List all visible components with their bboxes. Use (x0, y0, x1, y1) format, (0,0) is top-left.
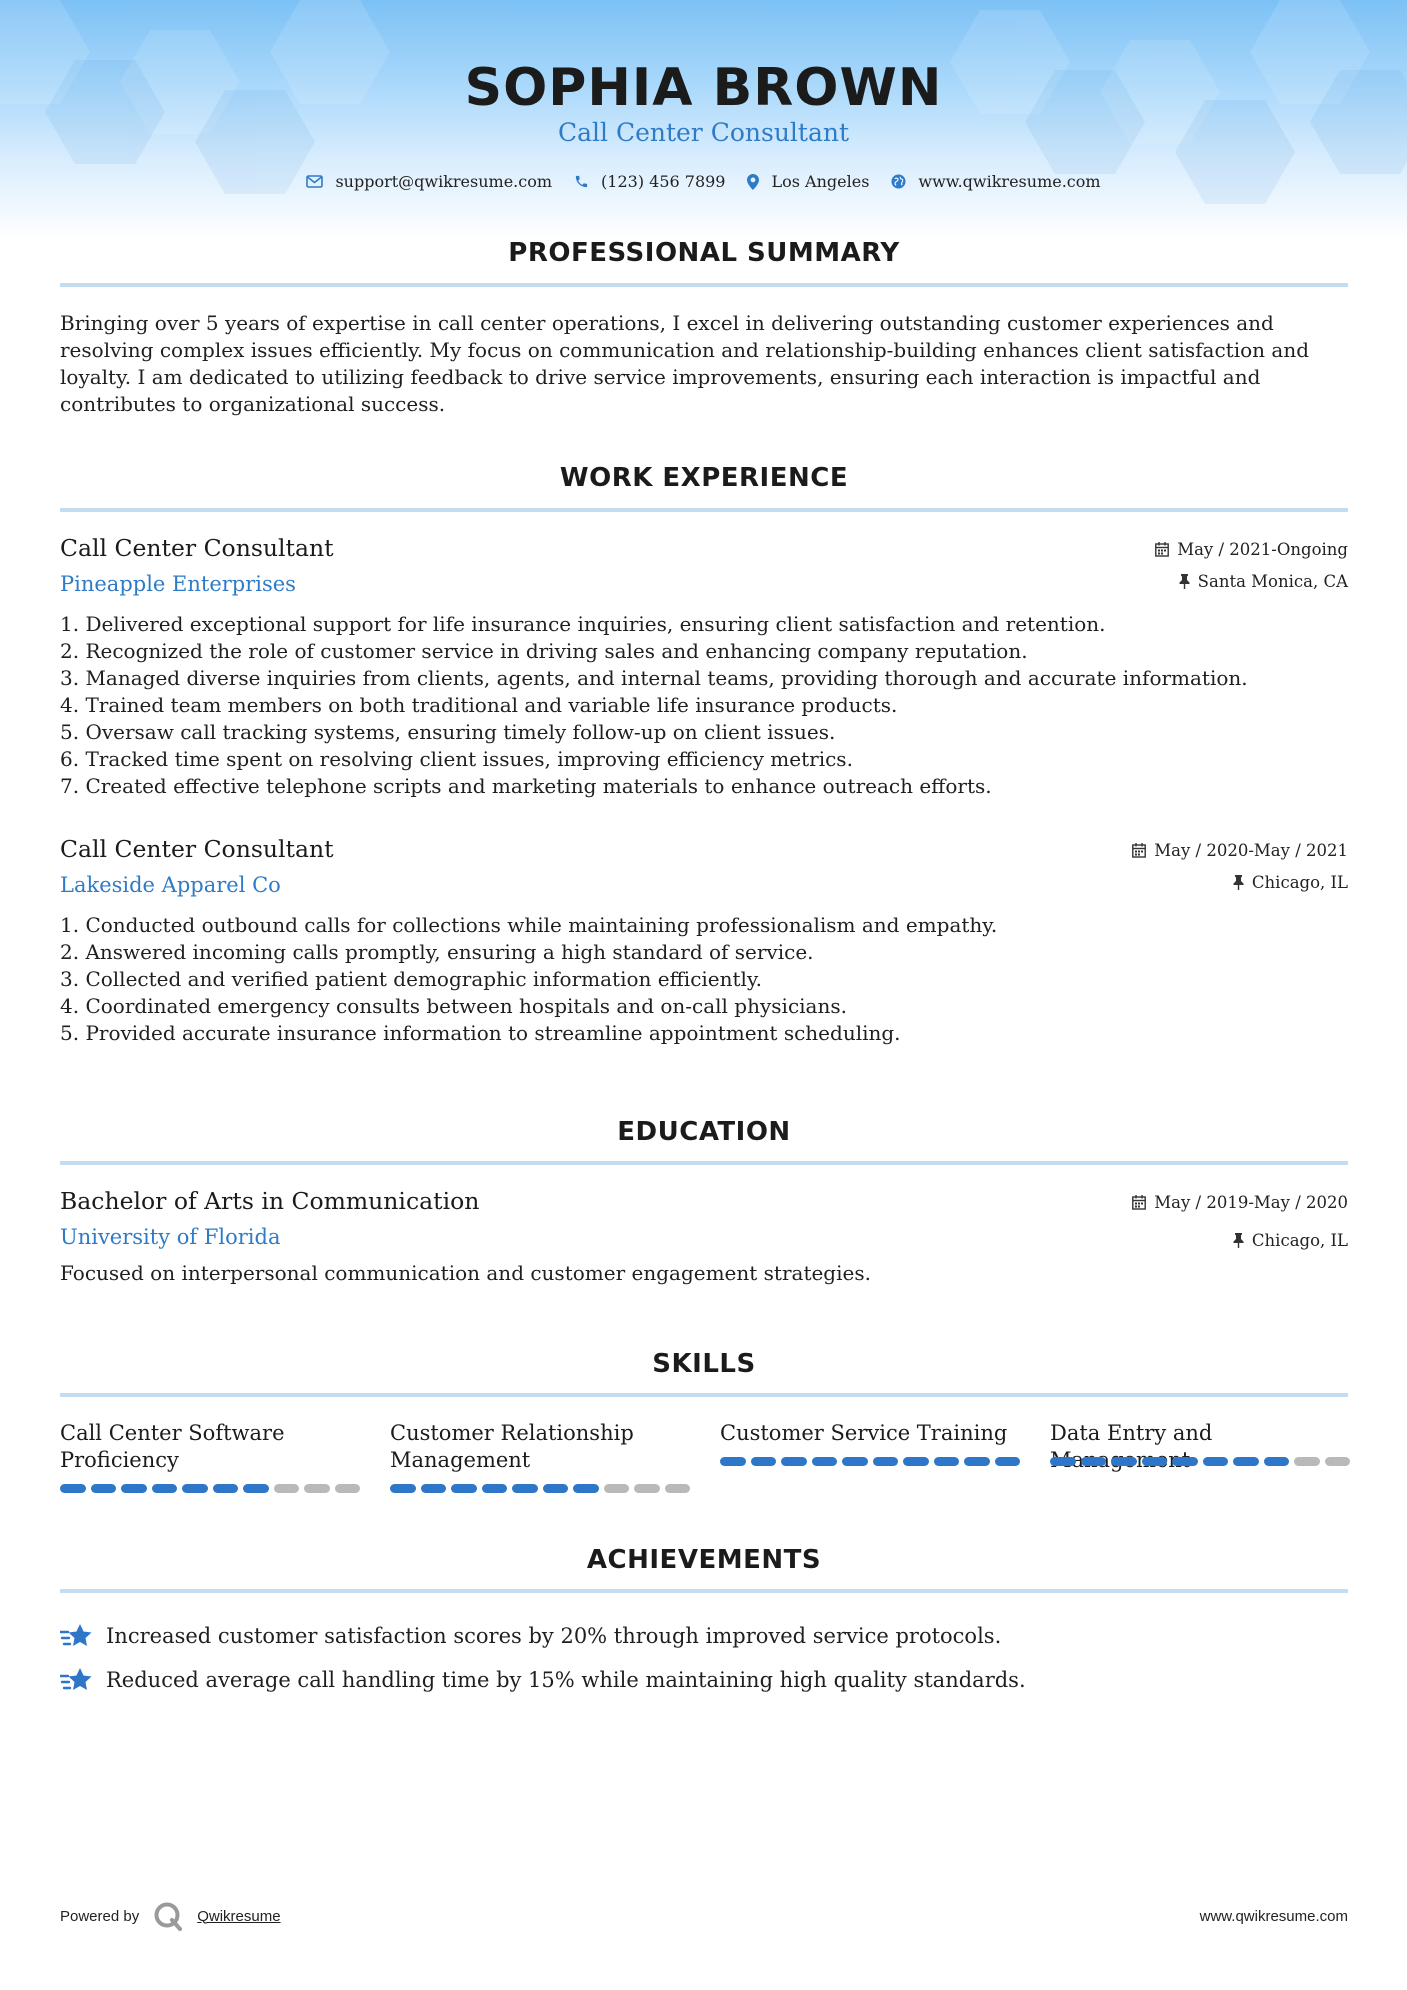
powered-by-label: Powered by (60, 1907, 140, 1925)
job-dates-text: May / 2020-May / 2021 (1154, 840, 1348, 860)
website-text: www.qwikresume.com (918, 172, 1101, 191)
experience-divider (60, 508, 1348, 512)
skill-item (390, 1420, 690, 1493)
footer (60, 1898, 1348, 1934)
job-title: Call Center Consultant (60, 835, 334, 863)
skill-name: Customer Relationship Management (390, 1421, 634, 1472)
phone-text: (123) 456 7899 (601, 172, 726, 191)
job-location-text: Santa Monica, CA (1197, 571, 1348, 591)
location-text: Los Angeles (771, 172, 870, 191)
skill-dot-filled (451, 1484, 477, 1493)
brand-link[interactable]: Qwikresume (197, 1907, 281, 1925)
skill-item (1050, 1420, 1350, 1493)
skill-dot-filled (1264, 1457, 1290, 1466)
job-meta (1132, 834, 1348, 898)
skills-grid (60, 1420, 1348, 1493)
job-bullets (60, 912, 1348, 1047)
contact-email[interactable] (306, 172, 552, 191)
education-location (1132, 1224, 1348, 1256)
skill-dot-empty (1294, 1457, 1320, 1466)
achievement-item (60, 1614, 1348, 1658)
education-location-text: Chicago, IL (1251, 1230, 1348, 1250)
skill-dot-filled (543, 1484, 569, 1493)
skill-dot-filled (512, 1484, 538, 1493)
pushpin-icon (1233, 875, 1244, 890)
summary-heading: PROFESSIONAL SUMMARY (508, 238, 900, 268)
skill-dot-filled (91, 1484, 117, 1493)
list-item: 4. Trained team members on both traditional and variable life insurance products. (60, 693, 898, 717)
education-description: Focused on interpersonal communication and customer engagement strategies. (60, 1261, 871, 1285)
skill-dot-filled (903, 1457, 929, 1466)
list-item: 3. Collected and verified patient demographic information efficiently. (60, 967, 762, 991)
list-item: 5. Oversaw call tracking systems, ensuring timely follow-up on client issues. (60, 720, 836, 744)
pushpin-icon (1179, 574, 1190, 589)
calendar-icon (1132, 843, 1146, 858)
education-dates (1132, 1186, 1348, 1218)
skill-dot-filled (995, 1457, 1021, 1466)
job-entry (60, 834, 1348, 1047)
calendar-icon (1155, 542, 1169, 557)
job-company: Pineapple Enterprises (60, 572, 296, 596)
skill-rating (720, 1457, 1020, 1466)
skill-dot-filled (573, 1484, 599, 1493)
skills-divider (60, 1393, 1348, 1397)
qwikresume-logo-icon (153, 1901, 183, 1931)
skill-dot-empty (335, 1484, 361, 1493)
skill-dot-filled (751, 1457, 777, 1466)
skill-dot-empty (604, 1484, 630, 1493)
list-item: 4. Coordinated emergency consults between hospitals and on-call physicians. (60, 994, 847, 1018)
skill-dot-empty (304, 1484, 330, 1493)
skill-dot-filled (1233, 1457, 1259, 1466)
pushpin-icon (1233, 1233, 1244, 1248)
list-item: 1. Conducted outbound calls for collections while maintaining professionalism and empathy. (60, 913, 998, 937)
skill-item (720, 1420, 1020, 1493)
skill-name: Customer Service Training (720, 1421, 1008, 1445)
envelope-icon (306, 175, 323, 188)
phone-icon (574, 174, 589, 189)
achievements-list (60, 1614, 1348, 1702)
job-dates-text: May / 2021-Ongoing (1177, 539, 1348, 559)
skill-dot-empty (274, 1484, 300, 1493)
education-divider (60, 1161, 1348, 1165)
skill-dot-filled (1203, 1457, 1229, 1466)
skill-dot-filled (812, 1457, 838, 1466)
skill-dot-filled (781, 1457, 807, 1466)
skill-dot-filled (720, 1457, 746, 1466)
skill-dot-filled (873, 1457, 899, 1466)
skill-dot-filled (1050, 1457, 1076, 1466)
job-dates (1132, 834, 1348, 866)
skill-dot-filled (390, 1484, 416, 1493)
contact-website[interactable] (891, 172, 1100, 191)
job-title: Call Center Consultant (60, 534, 334, 562)
skill-dot-filled (243, 1484, 269, 1493)
list-item: 3. Managed diverse inquiries from clients, agents, and internal teams, providing thorough and accurate information. (60, 666, 1248, 690)
globe-icon (891, 174, 906, 189)
skill-rating (390, 1484, 690, 1493)
skill-item (60, 1420, 360, 1493)
skill-dot-filled (1172, 1457, 1198, 1466)
list-item: 6. Tracked time spent on resolving client issues, improving efficiency metrics. (60, 747, 853, 771)
achievements-divider (60, 1589, 1348, 1593)
job-meta (1155, 533, 1348, 597)
skill-name: Call Center Software Proficiency (60, 1421, 285, 1472)
summary-divider (60, 283, 1348, 287)
star-icon (60, 1667, 92, 1693)
job-location-text: Chicago, IL (1251, 872, 1348, 892)
job-entry (60, 533, 1348, 800)
skill-dot-filled (152, 1484, 178, 1493)
education-entry (60, 1186, 1348, 1287)
footer-powered-by (60, 1898, 281, 1934)
degree-title: Bachelor of Arts in Communication (60, 1187, 480, 1215)
job-company: Lakeside Apparel Co (60, 873, 281, 897)
skill-rating (60, 1484, 360, 1493)
achievements-heading: ACHIEVEMENTS (586, 1545, 822, 1575)
contact-bar (0, 172, 1407, 191)
education-heading: EDUCATION (617, 1117, 791, 1147)
list-item: 1. Delivered exceptional support for life insurance inquiries, ensuring client satisfaction and retention. (60, 612, 1106, 636)
skill-dot-filled (213, 1484, 239, 1493)
job-location (1155, 565, 1348, 597)
skill-dot-filled (934, 1457, 960, 1466)
skill-dot-filled (964, 1457, 990, 1466)
skill-dot-empty (665, 1484, 691, 1493)
contact-location (747, 172, 869, 191)
job-dates (1155, 533, 1348, 565)
school-name: University of Florida (60, 1225, 281, 1249)
calendar-icon (1132, 1195, 1146, 1210)
list-item: 2. Recognized the role of customer service in driving sales and enhancing company reputation. (60, 639, 1028, 663)
skill-dot-filled (421, 1484, 447, 1493)
skill-dot-filled (182, 1484, 208, 1493)
experience-heading: WORK EXPERIENCE (559, 463, 849, 493)
skill-dot-filled (842, 1457, 868, 1466)
job-bullets (60, 611, 1348, 800)
achievement-text: Increased customer satisfaction scores by 20% through improved service protocols. (106, 1624, 1002, 1648)
list-item: 5. Provided accurate insurance information to streamline appointment scheduling. (60, 1021, 901, 1045)
skill-rating (1050, 1457, 1350, 1466)
skill-dot-filled (1081, 1457, 1107, 1466)
candidate-name: SOPHIA BROWN (464, 58, 943, 118)
skill-dot-filled (1142, 1457, 1168, 1466)
skill-dot-empty (1325, 1457, 1351, 1466)
skill-dot-empty (634, 1484, 660, 1493)
list-item: 7. Created effective telephone scripts and marketing materials to enhance outreach efforts. (60, 774, 992, 798)
job-location (1132, 866, 1348, 898)
skills-heading: SKILLS (652, 1349, 756, 1379)
skill-name: Data Entry and (1050, 1421, 1213, 1445)
list-item: 2. Answered incoming calls promptly, ensuring a high standard of service. (60, 940, 814, 964)
skill-dot-filled (1111, 1457, 1137, 1466)
achievement-item (60, 1658, 1348, 1702)
summary-text: Bringing over 5 years of expertise in call center operations, I excel in delivering outstanding customer experiences and resolving complex issues efficiently. My focus on communication and relationship-building enhances client satisfaction and loyalty. I am dedicated to utilizing feedback to drive service improvements, ensuring each interaction is impactful and contributes to organizational success. (60, 311, 1310, 416)
achievement-text: Reduced average call handling time by 15% while maintaining high quality standards. (106, 1668, 1026, 1692)
email-text: support@qwikresume.com (335, 172, 553, 191)
candidate-role: Call Center Consultant (557, 118, 850, 147)
footer-website-link[interactable]: www.qwikresume.com (1199, 1907, 1348, 1925)
education-meta (1132, 1186, 1348, 1256)
skill-dot-filled (482, 1484, 508, 1493)
star-icon (60, 1623, 92, 1649)
skill-dot-filled (121, 1484, 147, 1493)
contact-phone[interactable] (574, 172, 725, 191)
education-dates-text: May / 2019-May / 2020 (1154, 1192, 1348, 1212)
map-pin-icon (747, 174, 759, 190)
skill-dot-filled (60, 1484, 86, 1493)
